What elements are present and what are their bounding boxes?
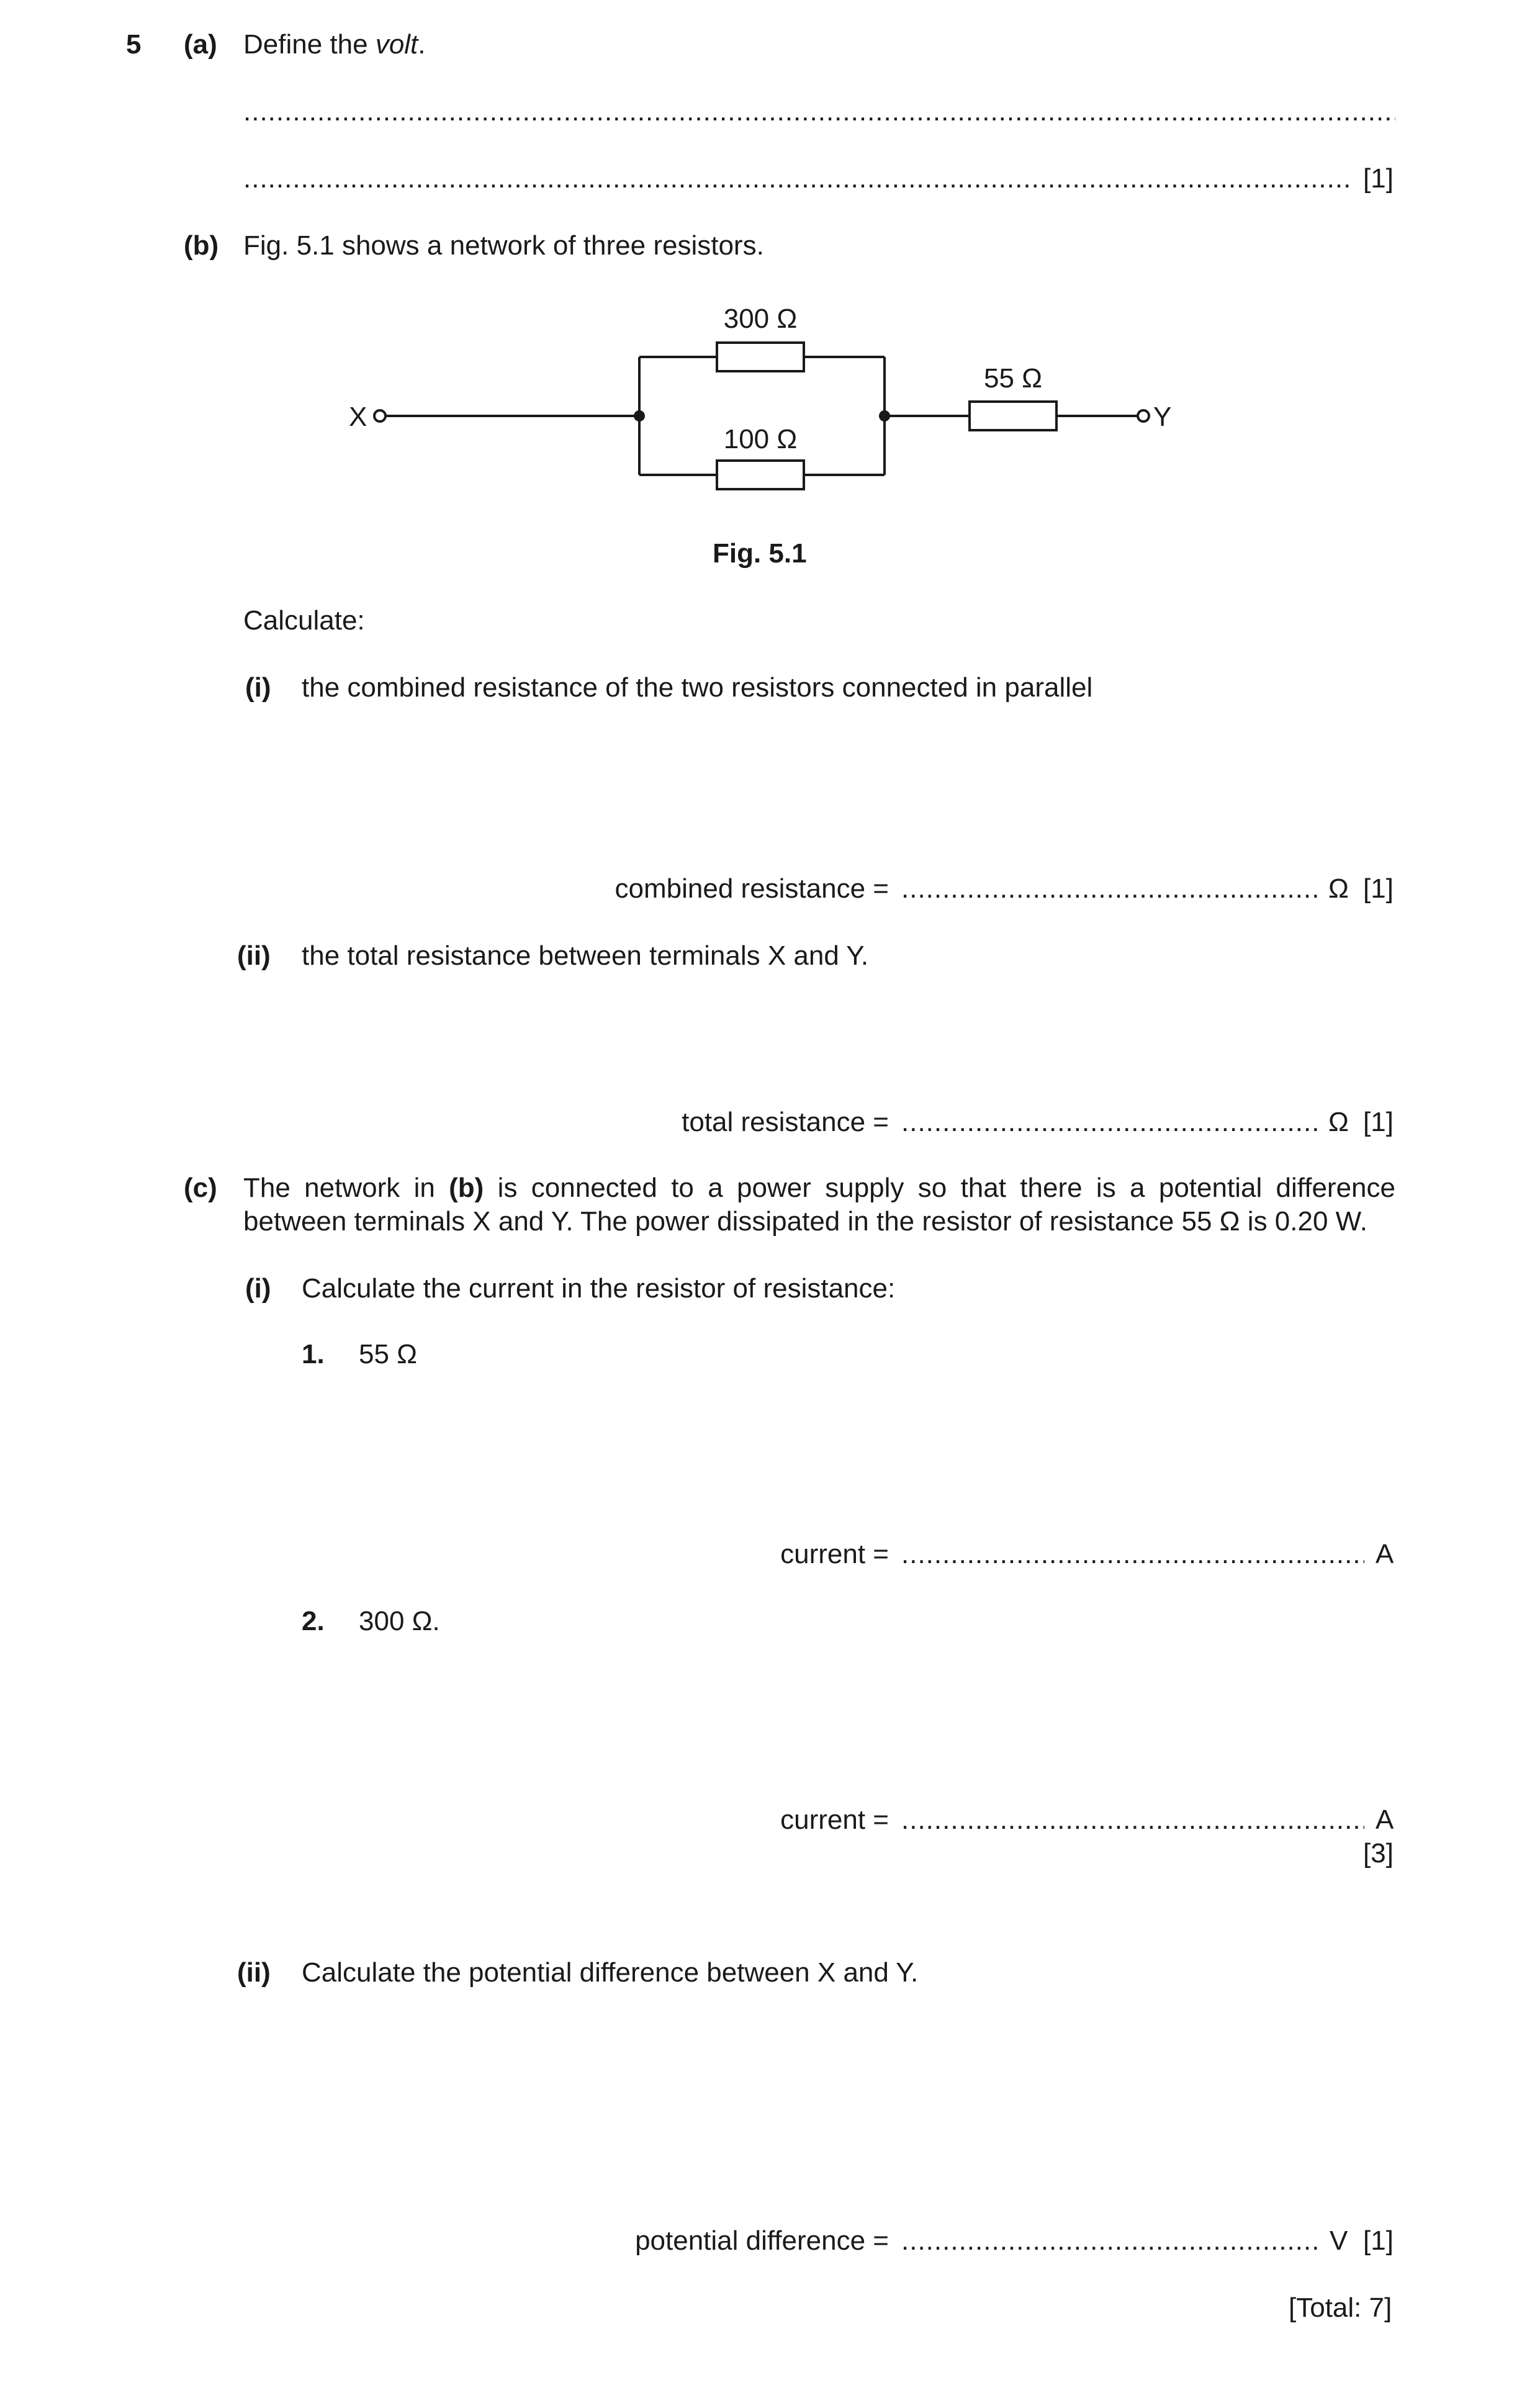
part-a-mark: [1] [1363, 163, 1394, 194]
part-b-ii-unit: Ω [1328, 1107, 1349, 1137]
part-b-ii-mark: [1] [1363, 1107, 1394, 1137]
part-a-prompt [243, 29, 426, 61]
part-c-i-prompt: Calculate the current in the resistor of resistance: [302, 1273, 896, 1304]
part-c-i-item-2-answer-label: current = [780, 1805, 889, 1835]
part-c-ii-answer-label: potential difference = [635, 2225, 889, 2256]
terminal-y-icon [1138, 410, 1149, 422]
part-c-i-item-1-unit: A [1376, 1539, 1394, 1569]
part-c-i-item-1-answer-line[interactable] [901, 1538, 1364, 1571]
part-b-i-prompt: the combined resistance of the two resistors connected in parallel [302, 672, 1093, 703]
part-c-i-label: (i) [245, 1273, 271, 1304]
part-c-label: (c) [184, 1173, 217, 1203]
question-number: 5 [126, 29, 142, 60]
part-c-prompt-line-2: between terminals X and Y. The power dissipated in the resistor of resistance 55 Ω is 0.20 W. [243, 1206, 1367, 1237]
part-a-label: (a) [184, 29, 217, 60]
part-b-i-answer-label: combined resistance = [615, 873, 889, 904]
part-c-line-1-pre: The network in [243, 1173, 449, 1203]
junction-right-icon [879, 410, 890, 422]
terminal-x-icon [374, 410, 385, 422]
label-terminal-y: Y [1153, 402, 1172, 432]
part-b-i-mark: [1] [1363, 873, 1394, 904]
part-c-i-item-2-answer-line[interactable] [901, 1804, 1364, 1836]
part-a-prompt-prefix: Define the [243, 29, 376, 60]
label-resistor-300: 300 Ω [723, 304, 798, 334]
figure-caption: Fig. 5.1 [713, 538, 807, 569]
part-c-line-1-post: is connected to a power supply so that there is a potential difference [484, 1173, 1395, 1203]
part-c-ii-answer-line[interactable] [901, 2225, 1321, 2257]
part-c-i-item-2-text: 300 Ω. [359, 1606, 440, 1636]
part-b-ii-answer-label: total resistance = [682, 1107, 889, 1137]
part-b-i-label: (i) [245, 672, 271, 703]
part-b-i-answer-line[interactable] [901, 873, 1317, 905]
part-a-answer-line-2[interactable] [243, 163, 1349, 195]
part-c-i-item-1-text: 55 Ω [359, 1339, 418, 1369]
label-resistor-55: 55 Ω [983, 363, 1043, 394]
part-b-i-unit: Ω [1328, 873, 1349, 904]
total-marks: [Total: 7] [1289, 2293, 1392, 2323]
part-c-i-item-1-answer-label: current = [780, 1539, 889, 1569]
part-c-i-item-2-label: 2. [302, 1606, 325, 1636]
resistor-55-icon [970, 402, 1056, 430]
part-c-line-1-ref: (b) [449, 1173, 484, 1203]
calculate-heading: Calculate: [243, 605, 365, 636]
resistor-100-icon [717, 461, 804, 489]
label-terminal-x: X [349, 402, 367, 432]
part-c-ii-mark: [1] [1363, 2225, 1394, 2256]
part-b-prompt: Fig. 5.1 shows a network of three resistors. [243, 230, 764, 261]
part-c-prompt-line-1 [243, 1171, 1395, 1206]
part-b-ii-prompt: the total resistance between terminals X and Y. [302, 940, 869, 971]
resistor-300-icon [717, 343, 804, 371]
part-c-i-item-2-unit: A [1376, 1805, 1394, 1835]
part-b-ii-answer-line[interactable] [901, 1106, 1317, 1138]
part-a-prompt-term: volt [375, 29, 418, 60]
part-a-prompt-suffix: . [418, 29, 426, 60]
part-c-ii-prompt: Calculate the potential difference between X and Y. [302, 1957, 919, 1988]
part-b-ii-label: (ii) [237, 940, 271, 971]
part-b-label: (b) [184, 230, 219, 261]
label-resistor-100: 100 Ω [723, 424, 798, 454]
part-c-i-mark: [3] [1363, 1838, 1394, 1869]
part-c-ii-unit: V [1330, 2225, 1348, 2256]
part-c-i-item-1-label: 1. [302, 1339, 325, 1369]
part-a-answer-line-1[interactable] [243, 96, 1395, 128]
junction-left-icon [634, 410, 645, 422]
part-c-ii-label: (ii) [237, 1957, 271, 1988]
